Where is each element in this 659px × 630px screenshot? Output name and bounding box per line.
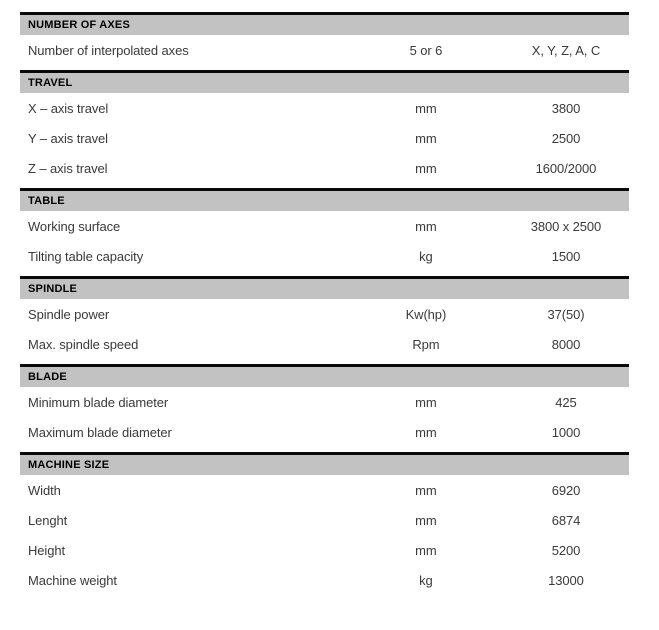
section-rows — [20, 211, 629, 271]
spec-label: X – axis travel — [28, 100, 109, 116]
spec-table — [20, 12, 629, 600]
section-rows — [20, 93, 629, 183]
spec-unit: kg — [419, 572, 433, 588]
spec-row — [20, 241, 629, 271]
spec-label: Z – axis travel — [28, 160, 108, 176]
section-rows — [20, 299, 629, 359]
spec-row — [20, 565, 629, 595]
spec-row — [20, 123, 629, 153]
spec-label: Y – axis travel — [28, 130, 108, 146]
section-header — [20, 12, 629, 35]
spec-unit: mm — [415, 482, 437, 498]
spec-value: 37(50) — [547, 306, 585, 322]
spec-row — [20, 505, 629, 535]
spec-value: 3800 — [551, 100, 581, 116]
spec-unit: Kw(hp) — [405, 306, 447, 322]
section-rows — [20, 387, 629, 447]
spec-value: 13000 — [548, 572, 584, 588]
spec-row — [20, 93, 629, 123]
section-title: SPINDLE — [28, 283, 78, 295]
spec-value: 8000 — [551, 336, 581, 352]
spec-unit: mm — [415, 424, 437, 440]
spec-label: Width — [28, 482, 61, 498]
spec-unit: mm — [415, 542, 437, 558]
section-title: TABLE — [28, 195, 65, 207]
section-header — [20, 452, 629, 475]
spec-value: 5200 — [551, 542, 581, 558]
spec-label: Tilting table capacity — [28, 248, 144, 264]
spec-section — [20, 452, 629, 600]
spec-label: Maximum blade diameter — [28, 424, 172, 440]
spec-label: Lenght — [28, 512, 68, 528]
section-header — [20, 364, 629, 387]
section-title: TRAVEL — [28, 77, 73, 89]
section-header — [20, 188, 629, 211]
spec-label: Spindle power — [28, 306, 110, 322]
spec-row — [20, 535, 629, 565]
spec-unit: mm — [415, 160, 437, 176]
spec-section — [20, 70, 629, 188]
spec-row — [20, 35, 629, 65]
section-rows — [20, 35, 629, 65]
spec-label: Machine weight — [28, 572, 117, 588]
spec-value: 6874 — [551, 512, 581, 528]
spec-section — [20, 188, 629, 276]
spec-row — [20, 475, 629, 505]
spec-row — [20, 299, 629, 329]
spec-value: 3800 x 2500 — [530, 218, 602, 234]
spec-section — [20, 364, 629, 452]
spec-value: 2500 — [551, 130, 581, 146]
spec-value: 6920 — [551, 482, 581, 498]
spec-row — [20, 211, 629, 241]
spec-label: Height — [28, 542, 65, 558]
spec-label: Minimum blade diameter — [28, 394, 169, 410]
spec-label: Max. spindle speed — [28, 336, 139, 352]
spec-label: Working surface — [28, 218, 121, 234]
spec-value: 425 — [555, 394, 577, 410]
spec-value: 1500 — [551, 248, 581, 264]
spec-row — [20, 153, 629, 183]
spec-unit: kg — [419, 248, 433, 264]
spec-unit: 5 or 6 — [409, 42, 443, 58]
spec-unit: mm — [415, 130, 437, 146]
section-title: MACHINE SIZE — [28, 459, 110, 471]
spec-section — [20, 276, 629, 364]
spec-label: Number of interpolated axes — [28, 42, 189, 58]
spec-value: X, Y, Z, A, C — [531, 42, 601, 58]
spec-row — [20, 329, 629, 359]
spec-unit: mm — [415, 512, 437, 528]
section-header — [20, 70, 629, 93]
spec-unit: Rpm — [412, 336, 440, 352]
spec-unit: mm — [415, 100, 437, 116]
spec-unit: mm — [415, 394, 437, 410]
spec-value: 1600/2000 — [535, 160, 597, 176]
spec-row — [20, 387, 629, 417]
section-title: NUMBER OF AXES — [28, 19, 131, 31]
spec-unit: mm — [415, 218, 437, 234]
spec-section — [20, 12, 629, 70]
section-title: BLADE — [28, 371, 67, 383]
section-rows — [20, 475, 629, 595]
section-header — [20, 276, 629, 299]
spec-value: 1000 — [551, 424, 581, 440]
spec-row — [20, 417, 629, 447]
